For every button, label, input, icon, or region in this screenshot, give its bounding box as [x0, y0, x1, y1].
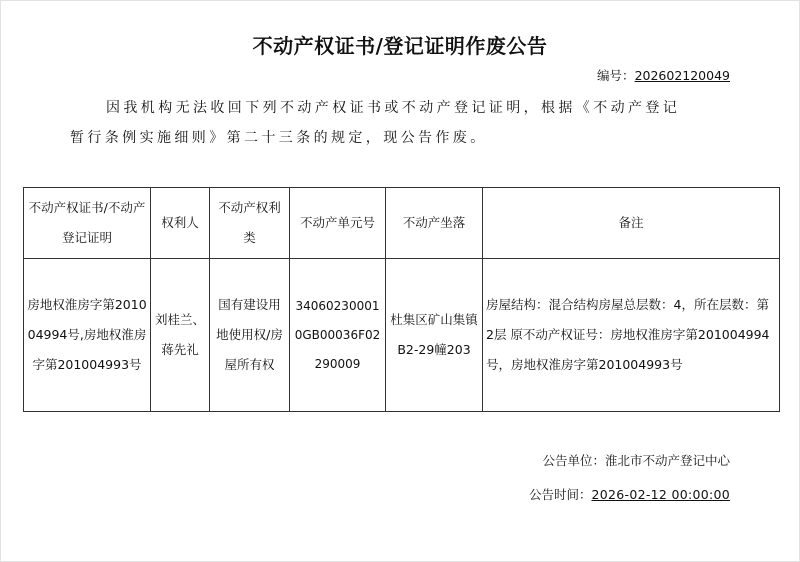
header-certificate: 不动产权证书/不动产登记证明: [24, 188, 151, 259]
header-remark: 备注: [483, 188, 780, 259]
notice-unit: [542, 451, 730, 469]
serial-label: 编号：: [597, 68, 635, 83]
notice-unit-value: 淮北市不动产登记中心: [604, 453, 730, 468]
header-location: 不动产坐落: [386, 188, 483, 259]
notice-paragraph-line2: 暂行条例实施细则》第二十三条的规定，现公告作废。: [70, 130, 488, 146]
notice-time-label: 公告时间：: [529, 487, 592, 502]
notice-unit-label: 公告单位：: [542, 453, 605, 468]
cell-unit-number: 340602300010GB00036F02290009: [290, 259, 386, 412]
cell-holder: 刘桂兰、蒋先礼: [151, 259, 210, 412]
table-row: [24, 259, 780, 412]
certificate-table: [23, 187, 780, 412]
notice-time-value: 2026-02-12 00:00:00: [591, 487, 730, 502]
cell-right-type: 国有建设用地使用权/房屋所有权: [210, 259, 290, 412]
header-unit-number: 不动产单元号: [290, 188, 386, 259]
serial-value: 202602120049: [634, 68, 730, 83]
table-header-row: [24, 188, 780, 259]
cell-remark: 房屋结构：混合结构房屋总层数：4，所在层数：第2层 原不动产权证号：房地权淮房字第201004994号，房地权淮房字第201004993号: [483, 259, 780, 412]
header-right-type: 不动产权利类: [210, 188, 290, 259]
header-holder: 权利人: [151, 188, 210, 259]
cell-certificate: 房地权淮房字第201004994号,房地权淮房字第201004993号: [24, 259, 151, 412]
notice-paragraph-line1: 因我机构无法收回下列不动产权证书或不动产登记证明，根据《不动产登记: [106, 100, 681, 116]
serial-number: [597, 66, 730, 84]
notice-time: [529, 485, 730, 503]
cell-location: 杜集区矿山集镇B2-29幢203: [386, 259, 483, 412]
notice-title: 不动产权证书/登记证明作废公告: [252, 34, 548, 58]
